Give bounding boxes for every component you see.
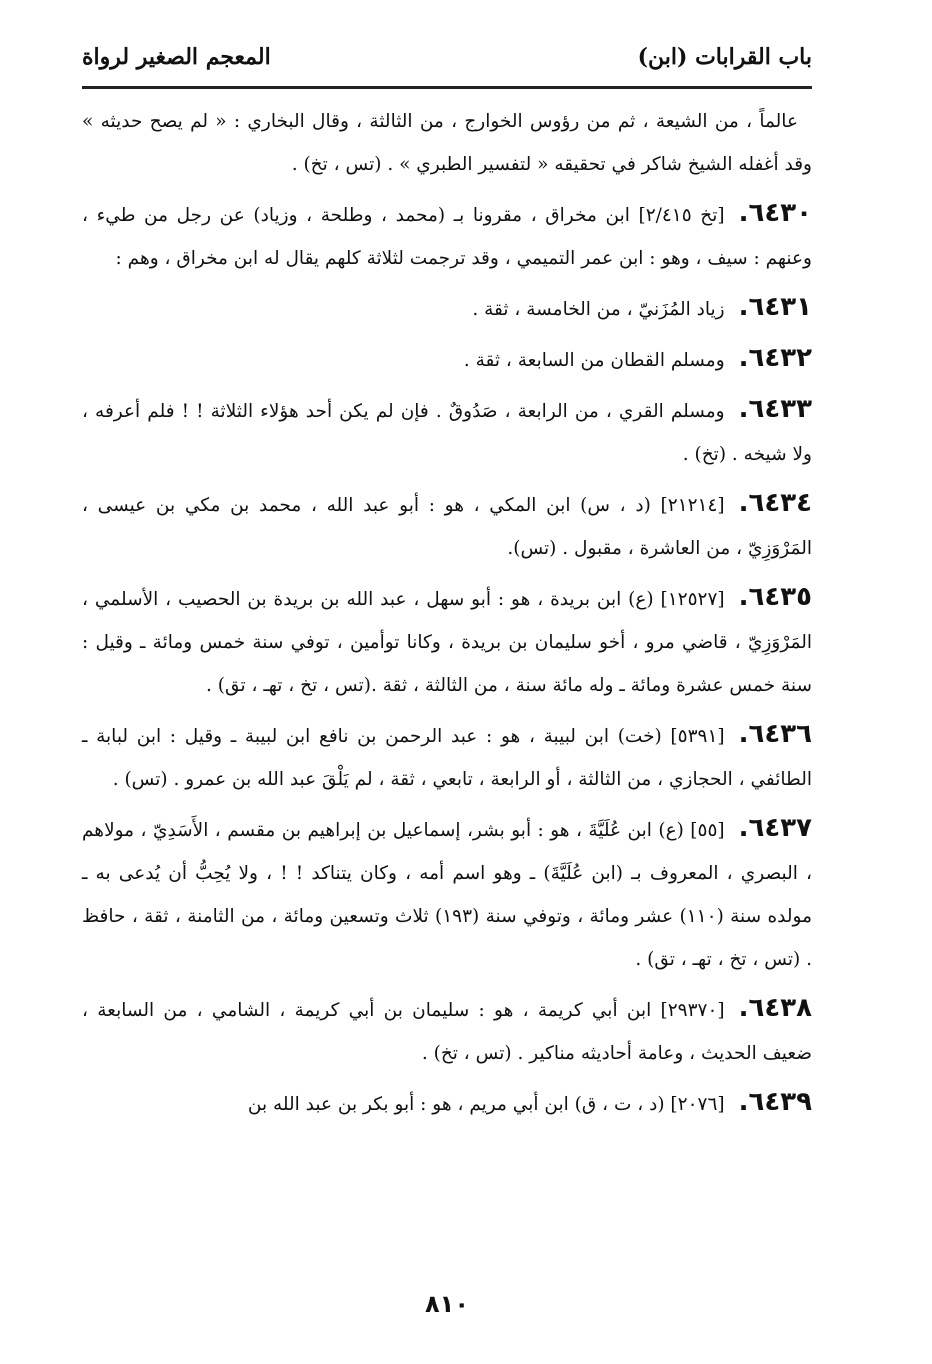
entry-paragraph: [82, 192, 812, 280]
entry-paragraph: [82, 713, 812, 801]
entry-number: ٦٤٣٦.: [738, 719, 812, 749]
entry-number: ٦٤٣٩.: [738, 1087, 812, 1117]
entry-paragraph: [82, 1081, 812, 1126]
entry-paragraph: [82, 807, 812, 981]
entry-text: زياد المُزَنيّ ، من الخامسة ، ثقة .: [472, 299, 725, 320]
entry-text: عالماً ، من الشيعة ، ثم من رؤوس الخوارج ، من الثالثة ، وقال البخاري : « لم يصح حديثه » وقد أغفله الشيخ شاكر في تحقيقه « لتفسير الطبري » . (تس ، تخ) .: [82, 111, 812, 175]
entry-text: [تخ ٢/٤١٥] ابن مخراق ، مقرونا بـ (محمد ، وطلحة ، وزياد) عن رجل من طيء ، وعنهم : سيف ، وهو : ابن عمر التميمي ، وقد ترجمت لثلاثة كلهم يقال له ابن مخراق ، وهم :: [82, 205, 812, 269]
entry-paragraph: [82, 286, 812, 331]
entry-text: ومسلم القطان من السابعة ، ثقة .: [463, 350, 725, 371]
entry-number: ٦٤٣٣.: [738, 394, 812, 424]
entry-text: ومسلم القري ، من الرابعة ، صَدُوقٌ . فإن لم يكن أحد هؤلاء الثلاثة ! ! فلم أعرفه ، ولا شيخه . (تخ) .: [82, 401, 812, 465]
entry-paragraph: [82, 576, 812, 707]
entry-text: [٢٩٣٧٠] ابن أبي كريمة ، هو : سليمان بن أبي كريمة ، الشامي ، من السابعة ، ضعيف الحديث ، وعامة أحاديثه مناكير . (تس ، تخ) .: [82, 1000, 812, 1064]
entry-text: [٢١٢١٤] (د ، س) ابن المكي ، هو : أبو عبد الله ، محمد بن مكي بن عيسى ، المَرْوَزِيّ ، من العاشرة ، مقبول . (تس).: [82, 495, 812, 559]
entry-text: [٥٥] (ع) ابن عُلَيَّةَ ، هو : أبو بشر، إسماعيل بن إبراهيم بن مقسم ، الأَسَدِيّ ، مولاهم ، البصري ، المعروف بـ (ابن عُلَيَّةَ) ـ وهو اسم أمه ، وكان يتناكد ! ! ، ولا يُحِبُّ أن يُدعى به ـ مولده سنة (١١٠) عشر ومائة ، وتوفي سنة (١٩٣) ثلاث وتسعين ومائة ، من الثامنة ، ثقة ، حافظ . (تس ، تخ ، تهـ ، تق) .: [82, 820, 812, 970]
entry-number: ٦٤٣١.: [738, 292, 812, 322]
running-header: [82, 36, 812, 86]
page-number: ٨١٠: [425, 1290, 469, 1318]
entry-paragraph: [82, 987, 812, 1075]
header-rule: [82, 86, 812, 89]
entry-number: ٦٤٣٥.: [738, 582, 812, 612]
entry-text: [٢٠٧٦] (د ، ت ، ق) ابن أبي مريم ، هو : أبو بكر بن عبد الله بن: [247, 1094, 725, 1115]
entry-number: ٦٤٣٠.: [738, 198, 812, 228]
chapter-title: باب القرابات (ابن): [637, 44, 812, 70]
entry-text: [١٢٥٢٧] (ع) ابن بريدة ، هو : أبو سهل ، عبد الله بن بريدة بن الحصيب ، الأسلمي ، المَرْوَزِيّ ، قاضي مرو ، أخو سليمان بن بريدة ، وكانا توأمين ، توفي سنة خمس ومائة ـ وقيل : سنة خمس عشرة ومائة ـ وله مائة سنة ، من الثالثة ، ثقة .(تس ، تخ ، تهـ ، تق) .: [82, 589, 812, 696]
book-page: [82, 36, 812, 1336]
entry-number: ٦٤٣٨.: [738, 993, 812, 1023]
entry-paragraph: [82, 98, 812, 186]
entry-number: ٦٤٣٤.: [738, 488, 812, 518]
entry-paragraph: [82, 337, 812, 382]
book-title: المعجم الصغير لرواة: [82, 44, 271, 70]
page-body: [82, 98, 812, 1132]
entry-number: ٦٤٣٧.: [738, 813, 812, 843]
entry-paragraph: [82, 388, 812, 476]
entry-number: ٦٤٣٢.: [738, 343, 812, 373]
entry-text: [٥٣٩١] (خت) ابن لبيبة ، هو : عبد الرحمن بن نافع ابن لبيبة ـ وقيل : ابن لبابة ـ الطائفي ، الحجازي ، من الثالثة ، أو الرابعة ، تابعي ، ثقة ، لم يَلْقَ عبد الله بن عمرو . (تس) .: [82, 726, 812, 790]
entry-paragraph: [82, 482, 812, 570]
